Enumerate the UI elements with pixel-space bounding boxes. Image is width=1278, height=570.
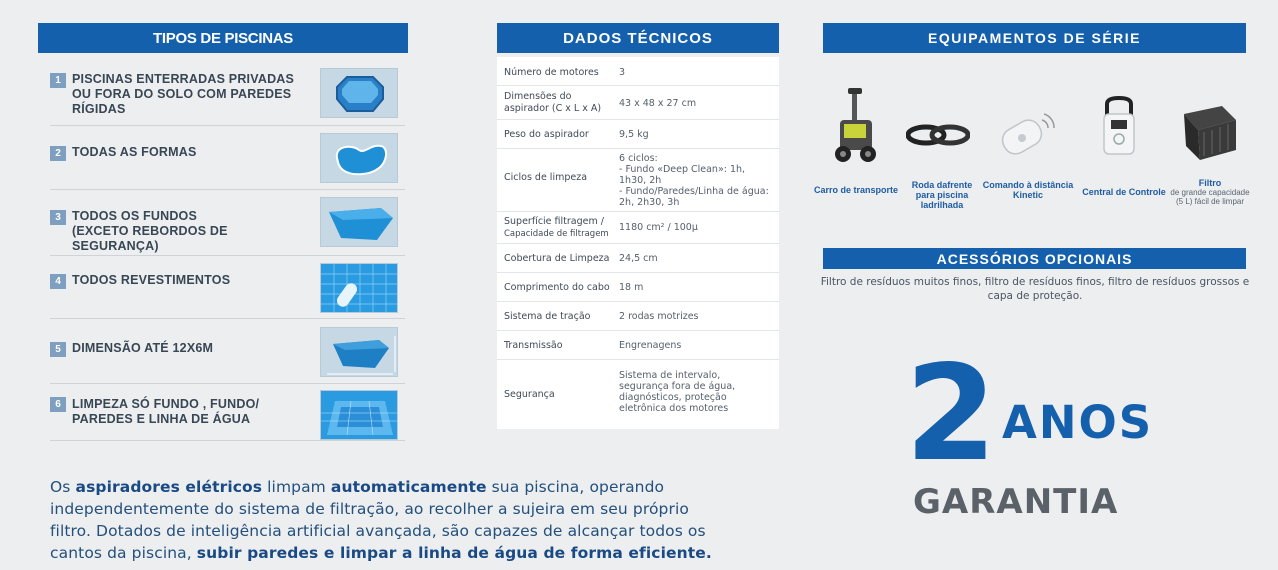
pool-types-header: TIPOS DE PISCINAS [38, 23, 408, 53]
tech-data-header: DADOS TÉCNICOS [497, 23, 779, 53]
table-row [497, 360, 779, 429]
item-number: 1 [50, 73, 66, 88]
spec-label: Comprimento do cabo [504, 282, 610, 293]
pool-type-label: TODOS OS FUNDOS (EXCETO REBORDOS DE SEGURANÇA) [72, 209, 228, 253]
pool-type-item [50, 190, 405, 256]
equipment-item: Roda dafrente para piscina ladrilhada [911, 180, 973, 210]
spec-label: Sistema de tração [504, 311, 591, 322]
table-row [497, 302, 779, 331]
transport-cart-icon [832, 86, 880, 170]
filter-icon [1176, 100, 1242, 170]
spec-value: 3 [619, 67, 626, 78]
accessories-text: Filtro de resíduos muitos finos, filtro de resíduos finos, filtro de resíduos grossos e capa de proteção. [820, 276, 1250, 302]
equipment-item: Central de Controle [1082, 187, 1166, 197]
pool-type-item [50, 64, 405, 126]
item-number: 5 [50, 342, 66, 357]
spec-label: Superfície filtragem / Capacidade de filtragem [504, 216, 609, 239]
table-row [497, 244, 779, 273]
equipment-item: Filtro de grande capacidade (5 L) fácil de limpar [1170, 178, 1250, 206]
pool-walls-icon [320, 390, 398, 440]
pool-types-list [50, 64, 405, 441]
pool-type-label: DIMENSÃO ATÉ 12X6M [72, 341, 214, 355]
pool-type-item [50, 256, 405, 319]
table-row [497, 86, 779, 120]
spec-value: 1180 cm² / 100μ [619, 222, 698, 233]
warranty-number: 2 [905, 337, 993, 491]
item-number: 2 [50, 146, 66, 161]
item-number: 6 [50, 397, 66, 412]
spec-value: 6 ciclos: - Fundo «Deep Clean»: 1h, 1h30, 2h - Fundo/Paredes/Linha de água: 2h, 2h30, 3h [619, 153, 769, 208]
spec-label: Número de motores [504, 67, 599, 78]
table-row [497, 120, 779, 149]
spec-value: Sistema de intervalo, segurança fora de água, diagnósticos, proteção eletrônica dos motores [619, 370, 736, 414]
pool-type-item [50, 126, 405, 190]
table-row [497, 273, 779, 302]
spec-label: Peso do aspirador [504, 129, 589, 140]
spec-value: 24,5 cm [619, 253, 658, 264]
standard-equipment-header: EQUIPAMENTOS DE SÉRIE [823, 23, 1246, 53]
tech-data-table [497, 57, 779, 429]
pool-type-label: TODAS AS FORMAS [72, 145, 197, 159]
item-number: 4 [50, 274, 66, 289]
spec-value: 43 x 48 x 27 cm [619, 98, 697, 109]
optional-accessories-header: ACESSÓRIOS OPCIONAIS [823, 248, 1246, 269]
freeform-pool-icon [320, 133, 398, 183]
table-row [497, 57, 779, 86]
spec-value: Engrenagens [619, 340, 682, 351]
tiled-wall-icon [320, 263, 398, 313]
equipment-item: Comando à distância Kinetic [982, 180, 1074, 200]
control-unit-icon [1099, 96, 1139, 162]
pool-type-label: PISCINAS ENTERRADAS PRIVADAS OU FORA DO SOLO COM PAREDES RÍGIDAS [72, 72, 295, 116]
spec-label: Dimensões do aspirador (C x L x A) [504, 91, 602, 114]
spec-label: Cobertura de Limpeza [504, 253, 610, 264]
spec-value: 2 rodas motrizes [619, 311, 699, 322]
spec-value: 18 m [619, 282, 644, 293]
pool-type-label: TODOS REVESTIMENTOS [72, 273, 231, 287]
pool-type-item [50, 319, 405, 384]
equipment-item: Carro de transporte [813, 185, 899, 195]
pool-floor-icon [320, 197, 398, 247]
pool-type-item [50, 384, 405, 441]
spec-label: Segurança [504, 389, 555, 400]
spec-label: Ciclos de limpeza [504, 172, 588, 183]
table-row [497, 331, 779, 360]
front-wheel-icon [906, 122, 970, 152]
table-row [497, 149, 779, 212]
pool-dimension-icon [320, 327, 398, 377]
warranty-unit: ANOS [1002, 396, 1154, 449]
pool-type-label: LIMPEZA SÓ FUNDO , FUNDO/ PAREDES E LINHA DE ÁGUA [72, 397, 260, 426]
spec-label: Transmissão [504, 340, 563, 351]
warranty-label: GARANTIA [913, 482, 1119, 522]
remote-control-icon [998, 110, 1058, 170]
spec-value: 9,5 kg [619, 129, 649, 140]
item-number: 3 [50, 210, 66, 225]
description-paragraph: Os aspiradores elétricos limpam automaticamente sua piscina, operando independentemente do sistema de filtração, ao recolher a sujeira em seu próprio filtro. Dotados de inteligência artificial avançada, são capazes de alcançar todos os cantos da piscina, subir paredes e limpar a linha de água de forma eficiente. [50, 478, 712, 562]
octagon-pool-icon [320, 68, 398, 118]
table-row [497, 212, 779, 244]
